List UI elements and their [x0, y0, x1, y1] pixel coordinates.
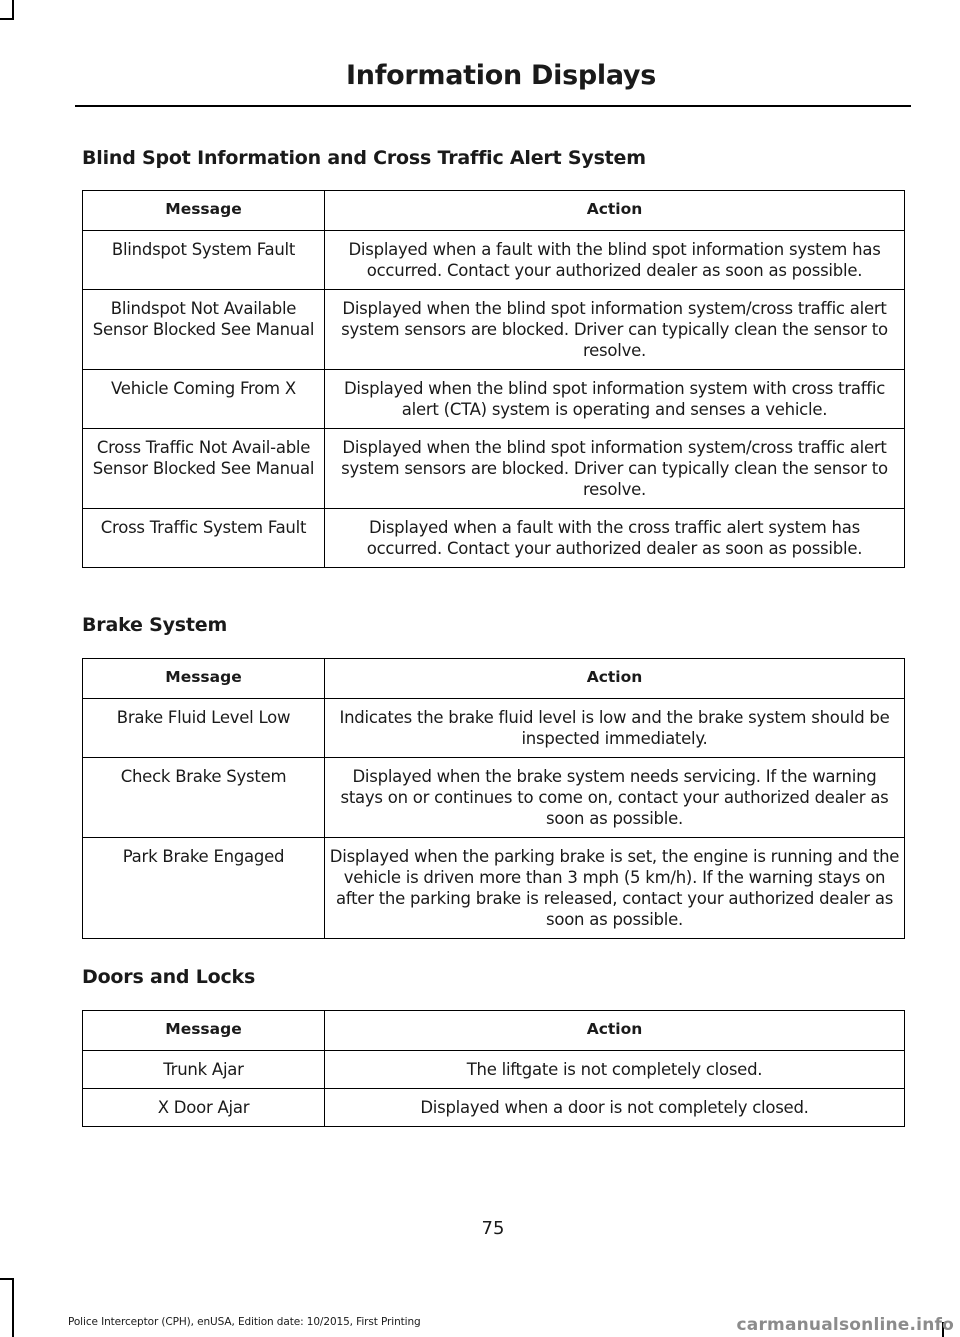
action-cell: Displayed when a fault with the blind spot information system has occurred. Contact your authorized dealer as soon as possible.: [325, 231, 905, 290]
table-row: [83, 231, 905, 290]
action-cell: Displayed when the parking brake is set, the engine is running and the vehicle is driven more than 3 mph (5 km/h). If the warning stays on after the parking brake is released, contact your authorized dealer as soon as possible.: [325, 838, 905, 939]
table-row: [83, 509, 905, 568]
page-number: 75: [481, 1218, 505, 1239]
watermark-text: carmanualsonline.info: [736, 1315, 954, 1335]
table-row: [83, 1089, 905, 1127]
message-cell: Brake Fluid Level Low: [83, 699, 325, 758]
crop-mark: [0, 18, 14, 20]
column-header-action: Action: [325, 659, 905, 699]
action-cell: The liftgate is not completely closed.: [325, 1051, 905, 1089]
column-header-message: Message: [83, 1011, 325, 1051]
message-cell: Blindspot Not Available Sensor Blocked See Manual: [83, 290, 325, 370]
table-row: [83, 370, 905, 429]
table-row: [83, 758, 905, 838]
table-row: [83, 429, 905, 509]
message-cell: Cross Traffic Not Avail-able Sensor Blocked See Manual: [83, 429, 325, 509]
header-rule: [75, 105, 911, 107]
table-row: [83, 290, 905, 370]
message-cell: Trunk Ajar: [83, 1051, 325, 1089]
brake-system-table: [82, 658, 905, 939]
column-header-action: Action: [325, 1011, 905, 1051]
table-header-row: [83, 659, 905, 699]
message-cell: Vehicle Coming From X: [83, 370, 325, 429]
action-cell: Displayed when a door is not completely closed.: [325, 1089, 905, 1127]
crop-mark: [12, 0, 14, 18]
footer-edition-text: Police Interceptor (CPH), enUSA, Edition date: 10/2015, First Printing: [68, 1316, 421, 1328]
action-cell: Displayed when the blind spot information system/cross traffic alert system sensors are blocked. Driver can typically clean the sensor to resolve.: [325, 290, 905, 370]
message-cell: Cross Traffic System Fault: [83, 509, 325, 568]
table-row: [83, 1051, 905, 1089]
message-cell: Blindspot System Fault: [83, 231, 325, 290]
table-row: [83, 699, 905, 758]
column-header-message: Message: [83, 659, 325, 699]
section-title-doors-and-locks: Doors and Locks: [82, 966, 256, 988]
doors-locks-table: [82, 1010, 905, 1127]
table-header-row: [83, 191, 905, 231]
action-cell: Displayed when the blind spot information system with cross traffic alert (CTA) system is operating and senses a vehicle.: [325, 370, 905, 429]
section-title-brake-system: Brake System: [82, 614, 228, 636]
message-cell: Check Brake System: [83, 758, 325, 838]
action-cell: Displayed when the brake system needs servicing. If the warning stays on or continues to come on, contact your authorized dealer as soon as possible.: [325, 758, 905, 838]
message-cell: X Door Ajar: [83, 1089, 325, 1127]
action-cell: Displayed when a fault with the cross traffic alert system has occurred. Contact your authorized dealer as soon as possible.: [325, 509, 905, 568]
column-header-action: Action: [325, 191, 905, 231]
column-header-message: Message: [83, 191, 325, 231]
message-cell: Park Brake Engaged: [83, 838, 325, 939]
action-cell: Displayed when the blind spot information system/cross traffic alert system sensors are blocked. Driver can typically clean the sensor to resolve.: [325, 429, 905, 509]
table-header-row: [83, 1011, 905, 1051]
table-row: [83, 838, 905, 939]
page-title: Information Displays: [346, 60, 656, 91]
action-cell: Indicates the brake fluid level is low and the brake system should be inspected immediately.: [325, 699, 905, 758]
blind-spot-table: [82, 190, 905, 568]
section-title-blind-spot: Blind Spot Information and Cross Traffic Alert System: [82, 147, 646, 169]
crop-mark: [12, 1278, 14, 1337]
